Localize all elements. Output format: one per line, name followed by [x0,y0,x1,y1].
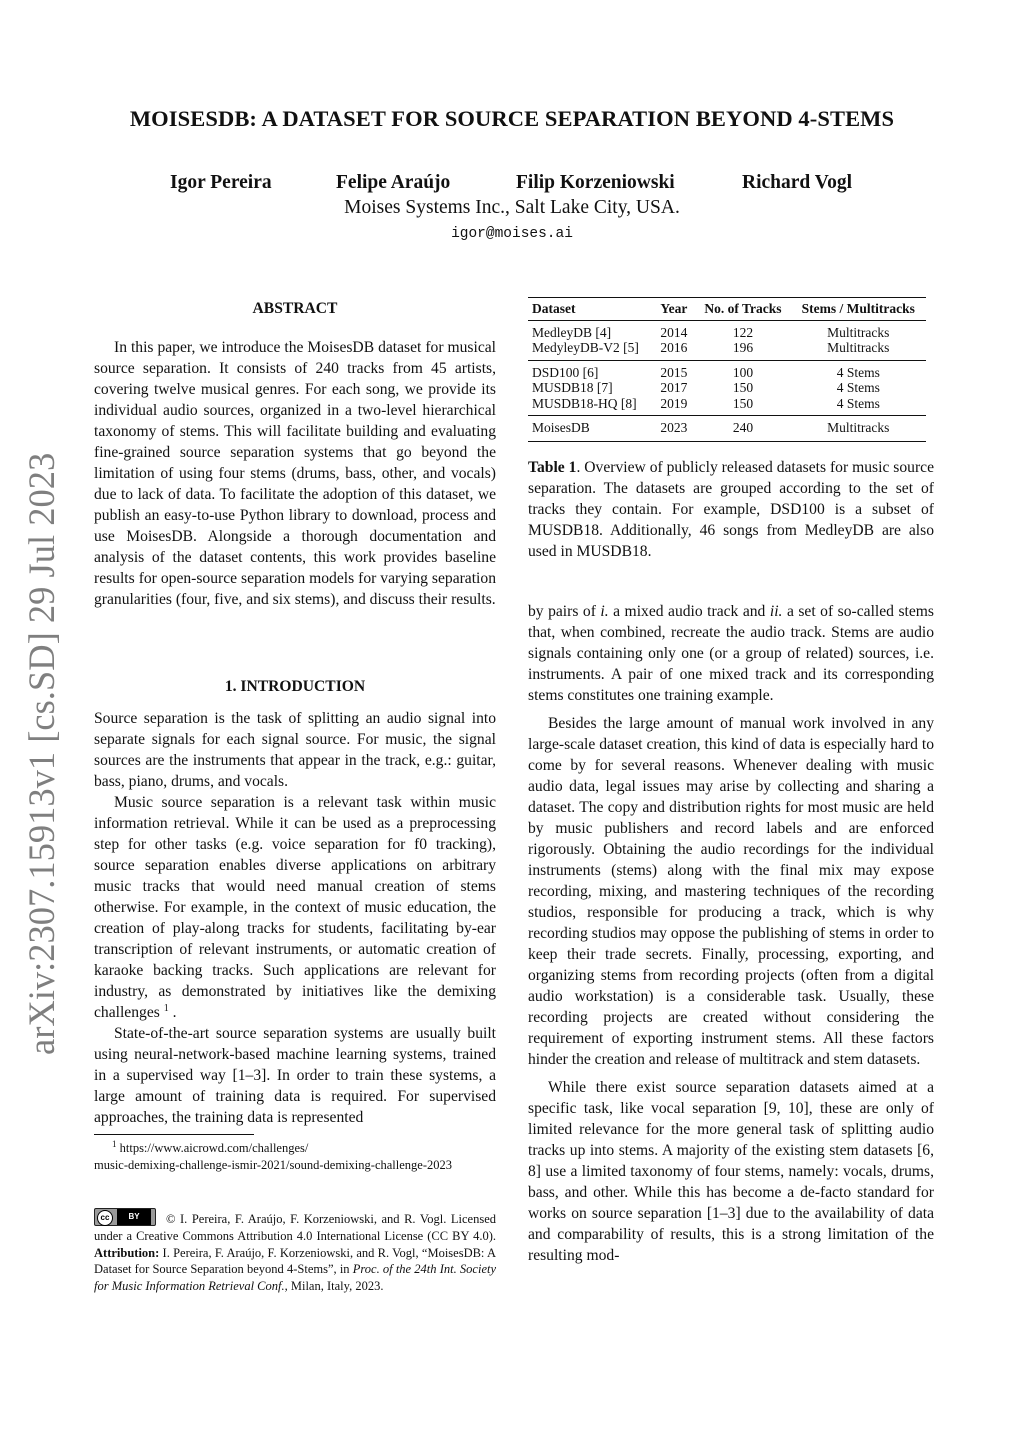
cell-stems: 4 Stems [836,380,880,395]
table-row [528,340,926,360]
cc-by-license-icon[interactable] [94,1208,156,1226]
table-row [528,360,926,380]
affiliation: Moises Systems Inc., Salt Lake City, USA. [344,197,680,218]
cell-stems: Multitracks [827,340,890,355]
right-p1-b: a mixed audio track and [613,603,766,620]
license-text-2: I. Pereira, F. Araújo, F. Korzeniowski, and R. Vogl, “MoisesDB: A Dataset for Source Separation beyond 4-Stems”, in [94,1245,496,1277]
footnote-marker[interactable]: 1 [163,1002,169,1014]
footnote-line-1 [94,1140,496,1157]
cell-tracks: 196 [732,340,754,355]
abstract-heading: ABSTRACT [252,300,338,317]
arxiv-side-stamp: arXiv:2307.15913v1 [cs.SD] 29 Jul 2023 [21,452,62,1055]
introduction-heading: 1. INTRODUCTION [224,678,366,695]
cell-dataset: MedyleyDB-V2 [5] [532,340,639,355]
contact-email[interactable]: igor@moises.ai [451,226,573,242]
author-2: Felipe Araújo [336,172,451,193]
table-body [528,320,926,441]
abstract-text: In this paper, we introduce the MoisesDB dataset for musical source separation. It consists of 240 tracks from 45 artists, covering twelve musical genres. For each song, we provide its individual audio sources, organized in a two-level hierarchical taxonomy of stems. This will facilitate building and evaluating fine-grained source separation systems that go beyond the limitation of using four stems (drums, bass, other, and vocals) due to lack of data. To facilitate the adoption of this dataset, we publish an easy-to-use Python library to download, process and use MoisesDB. Alongside a thorough documentation and analysis of the dataset contents, this work provides baseline results for open-source separation models for varying separation granularities (four, five, and six stems), and discuss their results. [94,339,496,608]
cell-stems: Multitracks [791,416,926,442]
col-header-dataset: Dataset [528,298,656,321]
cc-badge-left: cc [97,1210,113,1226]
cell-year: 2017 [660,380,688,395]
author-3: Filip Korzeniowski [516,172,675,193]
table-row [528,416,926,442]
cell-tracks: 122 [732,324,754,340]
venue-name: Proc. of the 24th Int. Society for Music Information Retrieval Conf., [94,1262,497,1294]
author-1: Igor Pereira [170,172,272,193]
right-p1-c: a set of so-called stems that, when combined, recreate the audio track. Stems are audio signals containing only one (or a group of related) sources, i.e. instruments. A pair of one mixed track and its corresponding stems constitutes one training example. [528,603,934,704]
venue-place: Milan, Italy, 2023. [290,1279,384,1294]
footnote [94,1140,496,1174]
right-p1-a: by pairs of [528,603,596,620]
author-4: Richard Vogl [742,172,852,193]
caption-text: . Overview of publicly released datasets for music source separation. The datasets are grouped according to the set of tracks they contain. For example, DSD100 is a subset of MUSDB18. Additionally, 46 songs from MedleyDB are also used in MUSDB18. [528,459,935,560]
cell-dataset: MoisesDB [528,416,656,442]
cell-year: 2019 [660,395,688,411]
cell-year: 2023 [656,416,695,442]
cell-tracks: 150 [732,380,754,395]
table-1 [528,297,926,442]
introduction-body [94,708,496,1128]
table-row [528,380,926,396]
cell-year: 2014 [660,324,688,340]
intro-paragraph-2-end: . [172,1004,177,1021]
right-paragraph-3: While there exist source separation datasets aimed at a specific task, like vocal separation [9, 10], these are only of limited relevance for the more general task of splitting audio tracks up into stems. A majority of the existing stem datasets [6, 8] use a limited taxonomy of four stems, namely: vocals, drums, bass, and other. While this has become a de-facto standard for works on source separation [1–3] due to the availability of data and comparability of results, this is a strong limitation of the resulting mod- [528,1079,934,1264]
col-header-stems: Stems / Multitracks [791,298,926,321]
attribution-label: Attribution: [94,1245,160,1260]
right-paragraph-1 [528,601,934,706]
footnote-url-1[interactable]: https://www.aicrowd.com/challenges/ [119,1141,309,1155]
intro-paragraph-2-text: Music source separation is a relevant task within music information retrieval. While it can be used as a preprocessing step for other tasks (e.g. voice separation for f0 tracking), source separation enables diverse applications on arbitrary music tracks that would need manual creation of stems otherwise. For example, in the context of music education, the creation of play-along tracks for students, facilitating by-ear transcription of relevant instruments, or automatic creation of karaoke backing tracks. Such applications are relevant for industry, as demonstrated by initiatives like the demixing challenges [94,794,496,1021]
table-row [528,320,926,340]
intro-paragraph-1: Source separation is the task of splitting an audio signal into separate signals for each signal source. For music, the signal sources are the instruments that appear in the track, e.g.: guitar, bass, piano, drums, and vocals. [94,710,496,790]
right-paragraph-2: Besides the large amount of manual work involved in any large-scale dataset creation, this kind of data is especially hard to come by for several reasons. Whenever dealing with music audio data, legal issues may arise by collecting and sharing a dataset. The copy and distribution rights for most music are held by music publishers and record labels and are enforced rigorously. Obtaining the audio recordings for the individual instruments (stems) along with the final mix may expose recording, mixing, and mastering techniques of the recording studios, responsible for producing a track, which is why recording studios may oppose the publishing of stems in order to keep their trade secrets. Finally, processing, exporting, and organizing stems from recording projects (often from a digital audio workstation) is a considerable task. Usually, these recording projects are created without considering the requirement of exporting instrument stems. All these factors hinder the creation and release of multitrack and stem datasets. [528,715,934,1068]
cell-stems: 4 Stems [836,395,880,411]
cell-tracks: 240 [695,416,790,442]
license-block [94,1208,496,1295]
table-header-row [528,298,926,321]
right-p1-i: i. [600,603,609,620]
cell-year: 2015 [656,360,695,380]
intro-paragraph-3: State-of-the-art source separation systems are usually built using neural-network-based machine learning systems, trained in a supervised way [1–3]. In order to train these systems, a large amount of training data is required. For supervised approaches, the training data is represented [94,1025,496,1126]
cell-dataset: DSD100 [6] [528,360,656,380]
intro-paragraph-2 [94,792,496,1023]
right-p1-ii: ii. [769,603,783,620]
cell-tracks: 150 [732,395,754,411]
cell-stems: Multitracks [827,324,890,340]
col-header-tracks: No. of Tracks [695,298,790,321]
cell-tracks: 100 [695,360,790,380]
abstract-body [94,337,496,610]
license-text-1: © I. Pereira, F. Araújo, F. Korzeniowski, and R. Vogl. Licensed under a Creative Commons Attribution 4.0 International License (CC BY 4.0). [94,1212,496,1243]
right-column-body [528,601,934,1266]
footnote-number: 1 [112,1138,117,1149]
cell-dataset: MUSDB18-HQ [8] [532,395,637,411]
cell-year: 2016 [660,340,688,355]
paper-title: MOISESDB: A DATASET FOR SOURCE SEPARATION BEYOND 4-STEMS [129,106,895,131]
table-row [528,396,926,416]
datasets-table [528,297,926,442]
col-header-year: Year [656,298,695,321]
footnote-rule [94,1134,254,1135]
footnote-url-2[interactable]: music-demixing-challenge-ismir-2021/sound-demixing-challenge-2023 [94,1158,452,1172]
cell-stems: 4 Stems [791,360,926,380]
cell-dataset: MedleyDB [4] [532,324,612,340]
cell-dataset: MUSDB18 [7] [532,380,613,395]
caption-label: Table 1 [528,459,577,476]
cc-badge-right: BY [117,1209,151,1225]
table-1-caption [528,457,934,562]
